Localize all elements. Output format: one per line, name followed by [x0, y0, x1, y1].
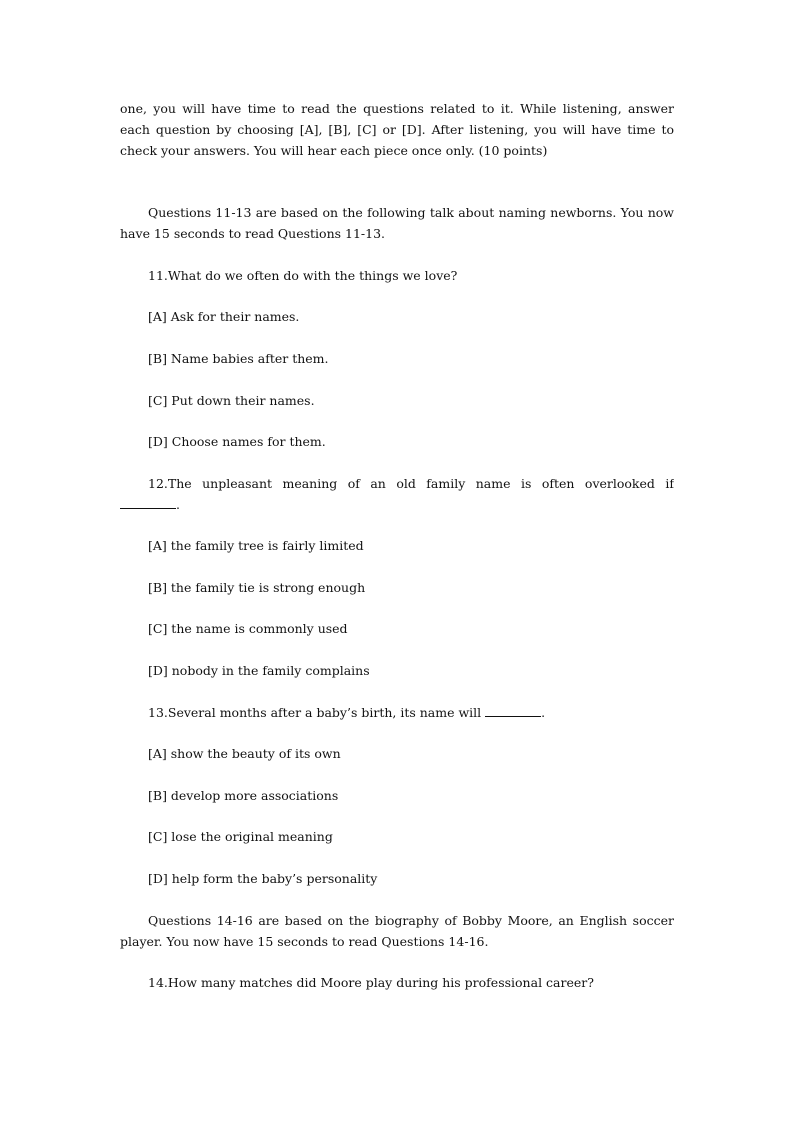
- question-12-option-d: [D] nobody in the family complains: [148, 663, 370, 678]
- question-13-option-d: [D] help form the baby’s personality: [148, 871, 378, 886]
- question-11-stem: 11.What do we often do with the things we love?: [148, 268, 458, 283]
- section-instruction-14-16: Questions 14-16 are based on the biography of Bobby Moore, an English soccer player. You now have 15 seconds to read Questions 14-16.: [120, 913, 674, 949]
- answer-blank: [485, 704, 541, 717]
- question-11-option-c: [C] Put down their names.: [148, 393, 315, 408]
- question-12-option-b: [B] the family tie is strong enough: [148, 580, 366, 595]
- question-12-stem-end: .: [176, 497, 180, 512]
- question-13-stem-end: .: [541, 705, 546, 720]
- question-13-stem-text: 13.Several months after a baby’s birth, its name will: [148, 705, 482, 720]
- question-13-stem: [148, 702, 674, 723]
- answer-blank: [120, 496, 176, 509]
- question-14-stem: 14.How many matches did Moore play during his professional career?: [148, 975, 594, 990]
- question-12-option-a: [A] the family tree is fairly limited: [148, 538, 364, 553]
- question-12-blank-line: [120, 494, 674, 515]
- listening-directions: one, you will have time to read the questions related to it. While listening, answer each question by choosing [A], [B], [C] or [D]. After listening, you will have time to check your answers. You will hear each piece once only. (10 points): [120, 101, 674, 158]
- question-13-option-a: [A] show the beauty of its own: [148, 746, 341, 761]
- question-13-option-c: [C] lose the original meaning: [148, 829, 333, 844]
- question-11-option-a: [A] Ask for their names.: [148, 309, 300, 324]
- question-11-option-b: [B] Name babies after them.: [148, 351, 329, 366]
- question-12-stem: 12.The unpleasant meaning of an old family name is often overlooked if: [148, 476, 674, 491]
- question-12-option-c: [C] the name is commonly used: [148, 621, 348, 636]
- question-13-option-b: [B] develop more associations: [148, 788, 339, 803]
- question-11-option-d: [D] Choose names for them.: [148, 434, 326, 449]
- section-instruction-11-13: Questions 11-13 are based on the following talk about naming newborns. You now have 15 seconds to read Questions 11-13.: [120, 205, 674, 241]
